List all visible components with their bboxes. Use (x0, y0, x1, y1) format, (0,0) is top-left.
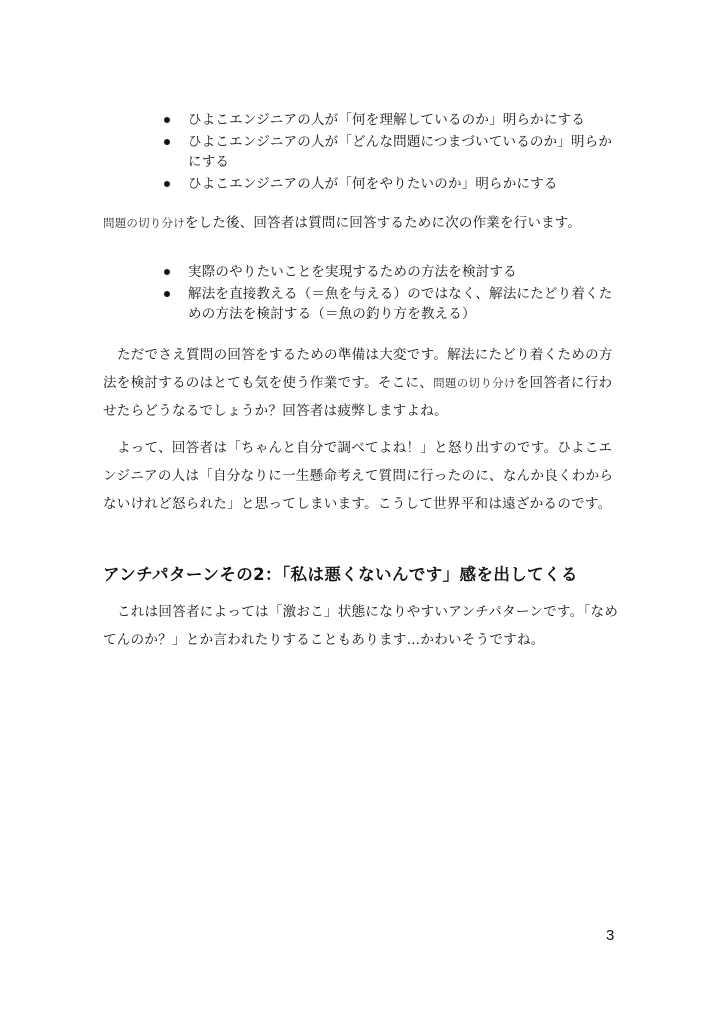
paragraph-2: よって、回答者は「ちゃんと自分で調べてよね！」と怒り出すのです。ひよこエンジニアの人は「自分なりに一生懸命考えて質問に行ったのに、なんか良くわからないけれど怒られた」と思ってしまいます。こうして世界平和は遠ざかるのです。 (103, 440, 614, 512)
paragraph-text: を回答者に行わせたらどうなるでしょうか？回答者は疲弊しますよね。 (103, 375, 613, 419)
sentence-text: をした後、回答者は質問に回答するために次の作業を行います。 (184, 215, 582, 231)
highlight-term: 問題の切り分け (433, 376, 516, 390)
list-item: ひよこエンジニアの人が「何をやりたいのか」明らかにする (160, 174, 620, 194)
section-heading: アンチパターンその2：「私は悪くないんです」感を出してくる (103, 565, 578, 584)
paragraph-1 (103, 341, 623, 425)
goals-list (160, 110, 620, 196)
highlight-term: 問題の切り分け (103, 216, 185, 230)
list-item: 実際のやりたいことを実現するための方法を検討する (160, 262, 620, 282)
after-split-sentence (103, 213, 623, 233)
list-item: 解法を直接教える（＝魚を与える）のではなく、解法にたどり着くための方法を検討する（＝魚の釣り方を教える） (160, 284, 620, 324)
list-item: ひよこエンジニアの人が「何を理解しているのか」明らかにする (160, 110, 620, 130)
paragraph-text: ただでさえ質問の回答をするための準備は大変です。解法にたどり着くための方法を検討するのはとても気を使う作業です。そこに、 (103, 347, 613, 391)
page-number: 3 (606, 927, 615, 944)
paragraph-3: これは回答者によっては「激おこ」状態になりやすいアンチパターンです。「なめてんのか？」とか言われたりすることもあります…かわいそうですね。 (103, 604, 619, 648)
list-item: ひよこエンジニアの人が「どんな問題につまづいているのか」明らかにする (160, 132, 620, 172)
tasks-list (160, 262, 620, 326)
